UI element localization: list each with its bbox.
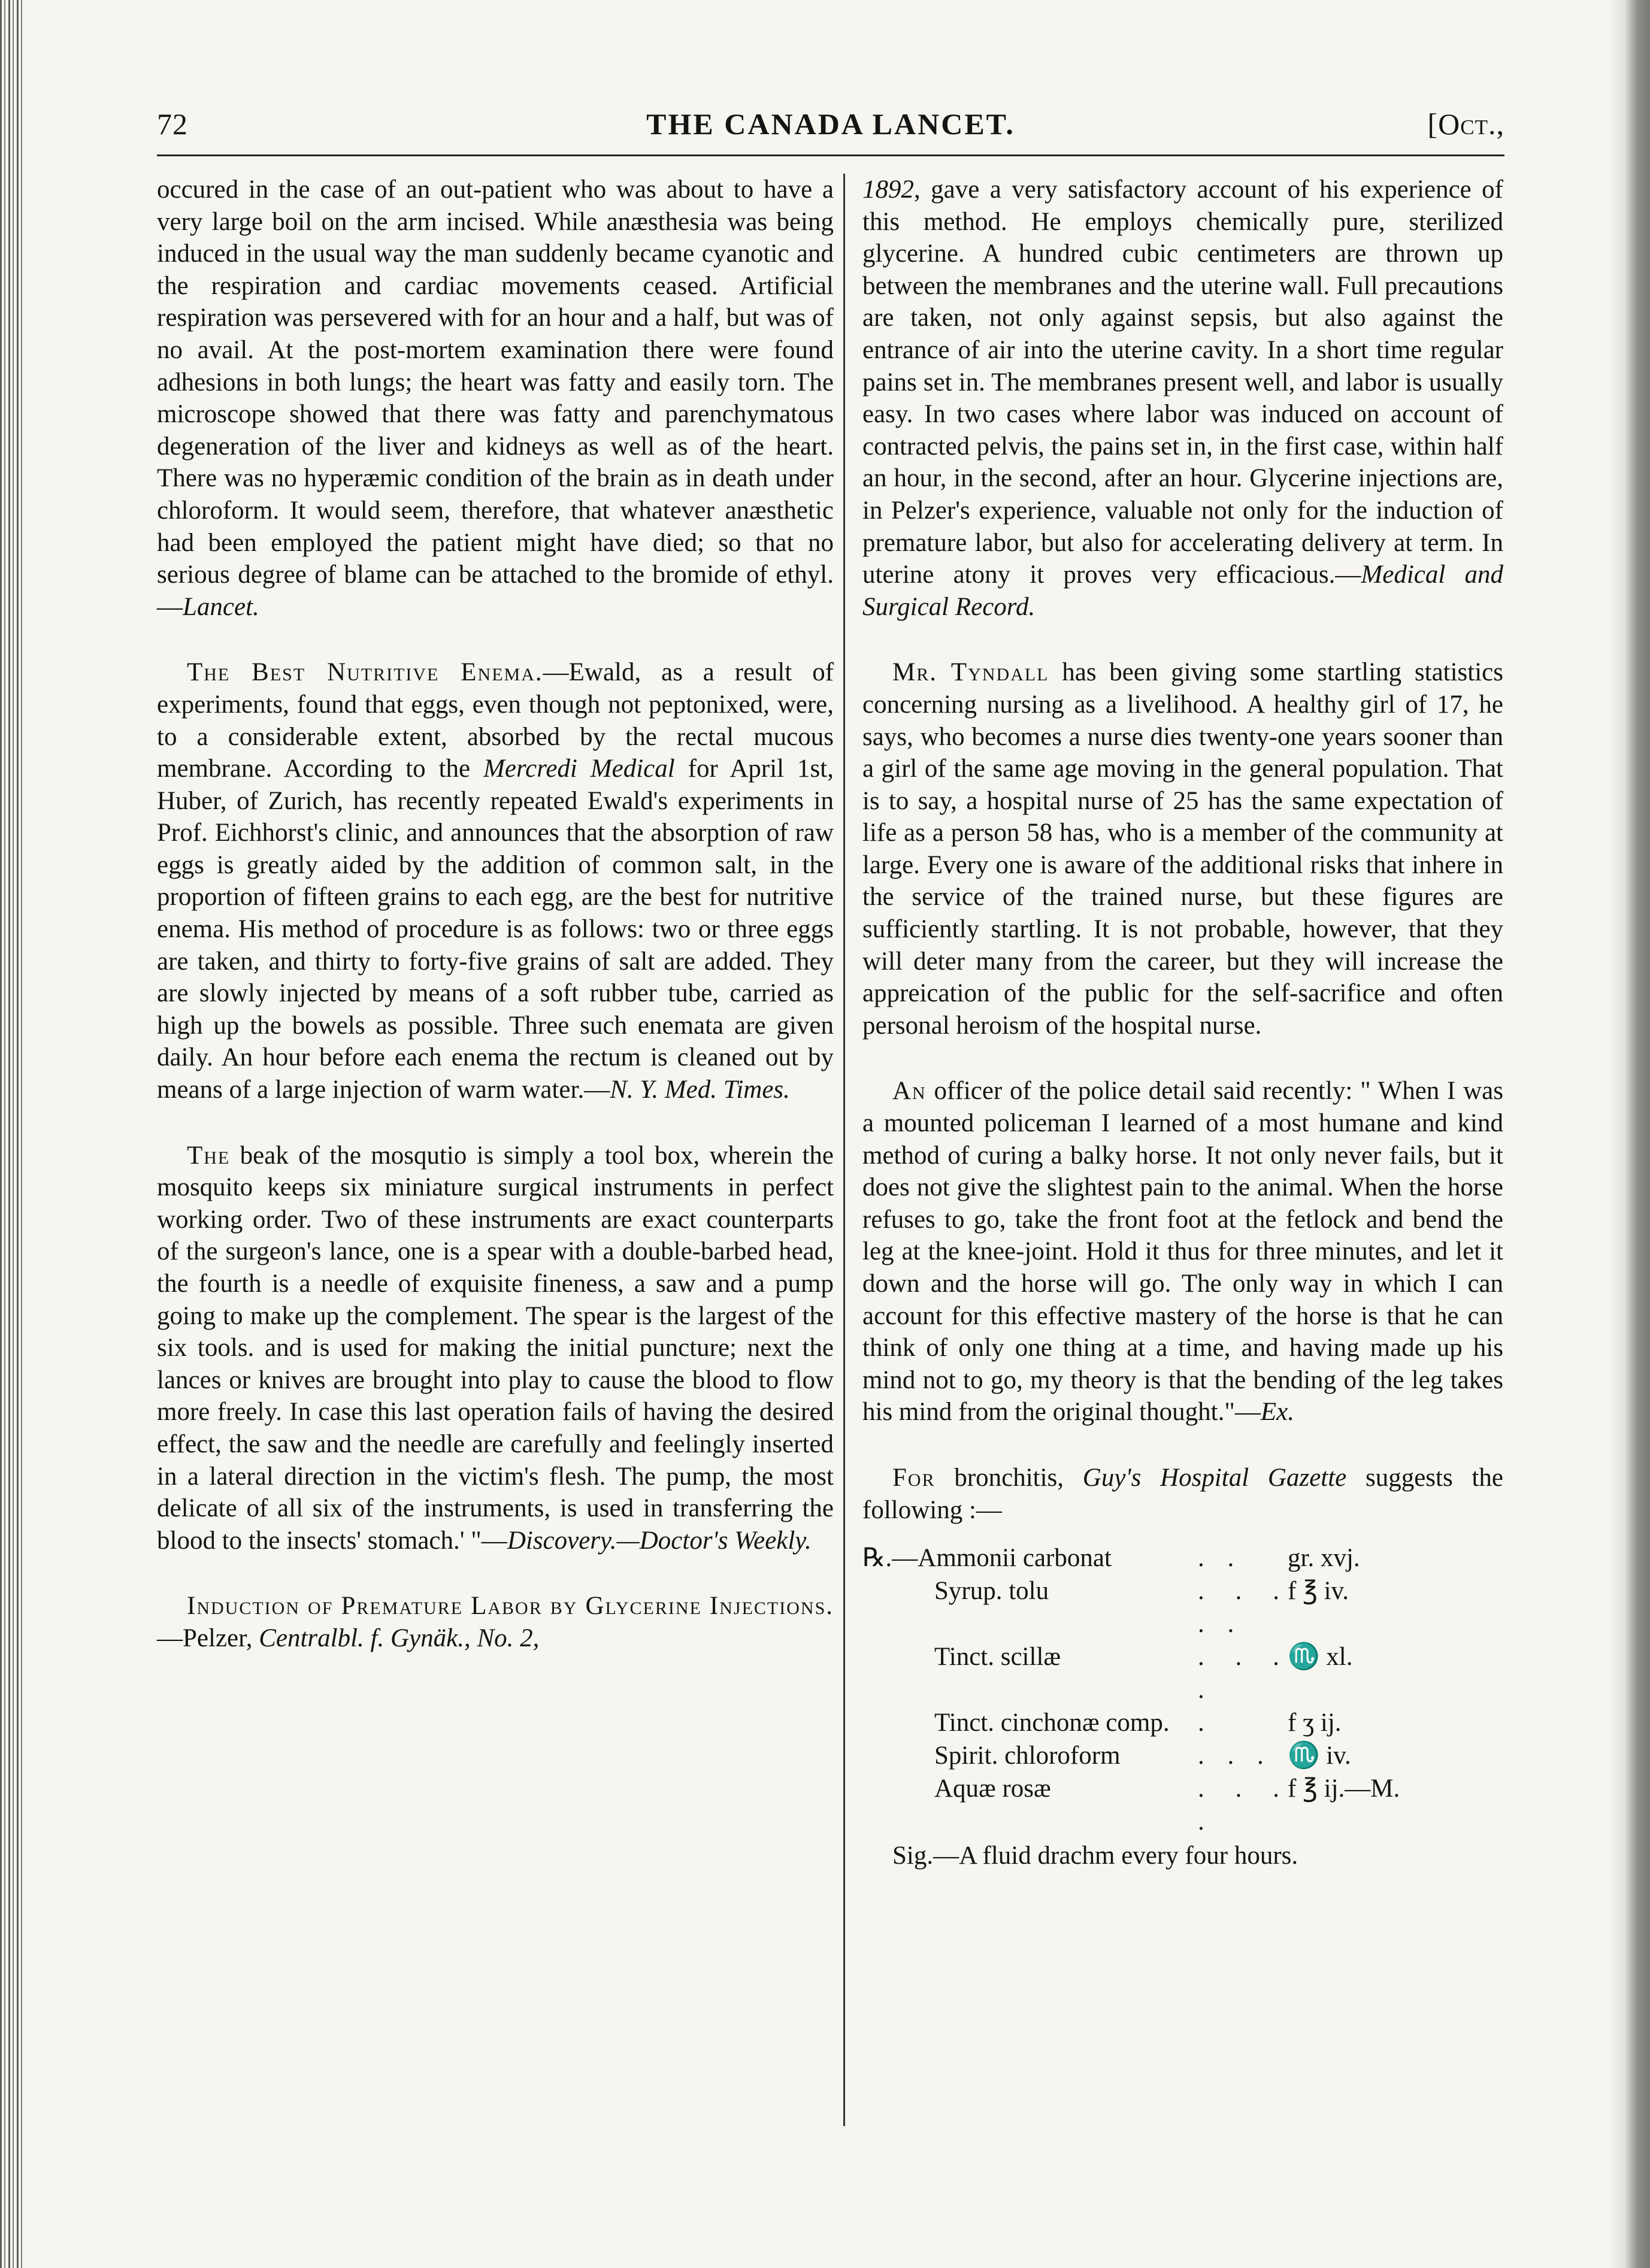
lead-word: The [187, 1141, 231, 1170]
running-header [157, 107, 1504, 155]
column-divider [843, 174, 845, 2126]
prescription-sig: Sig.—A fluid drachm every four hours. [892, 1842, 1298, 1870]
article-nutritive-enema: The Best Nutritive Enema.—Ewald, as a result of experiments, found that eggs, even though not peptonixed, were, to a considerable extent, absorbed by the rectal mucous membrane. According to the Mercredi Medical for April 1st, Huber, of Zurich, has recently repeated Ewald's experiments in Prof. Eichhorst's clinic, and announces that the absorption of raw eggs is greatly aided by the addition of common salt, in the proportion of fifteen grains to each egg, are the best for nutritive enema. His method of procedure is as follows: two or three eggs are taken, and thirty to forty-five grains of salt are added. They are slowly injected by means of a soft rubber tube, carried as high up the bowels as possible. Three such enemata are given daily. An hour before each enema the rectum is cleaned out by means of a large injection of warm water.—N. Y. Med. Times. [157, 658, 834, 1104]
left-column [157, 174, 834, 1655]
scan-left-edge [0, 0, 23, 2268]
citation: Centralbl. f. Gynäk., No. 2, [259, 1624, 540, 1652]
prescription [862, 1542, 1503, 1872]
right-column [862, 174, 1503, 1872]
prescription-row: Tinct. scillæ . . . . ♏ xl. [934, 1643, 1353, 1704]
header-rule [157, 155, 1504, 156]
issue-month: [Oct., [1427, 107, 1504, 141]
article-chloroform-death: occured in the case of an out-patient who was about to have a very large boil on the arm incised. While anæsthesia was being induced in the usual way the man suddenly became cyanotic and the respiration and cardiac movements ceased. Artificial respiration was persevered with for an hour and a half, but was of no avail. At the post-mortem examination there were found adhesions in both lungs; the heart was fatty and easily torn. The microscope showed that there was fatty and parenchymatous degeneration of the liver and kidneys as well as of the heart. There was no hyperæmic condition of the brain as in death under chloroform. It would seem, therefore, that whatever anæsthetic had been employed the patient might have died; so that no serious degree of blame can be attached to the bromide of ethyl.—Lancet. [157, 175, 834, 621]
article-heading: The Best Nutritive Enema. [187, 658, 543, 687]
article-bronchitis: For bronchitis, Guy's Hospital Gazette suggests the following :— [862, 1463, 1503, 1524]
journal-name: Guy's Hospital Gazette [1082, 1463, 1347, 1492]
article-source: Lancet. [183, 592, 259, 621]
citation-year: 1892 [862, 175, 914, 204]
scan-right-edge [1608, 0, 1650, 2268]
journal-name: Mercredi Medical [483, 755, 675, 783]
prescription-row: Tinct. cinchonæ comp. . f ʒ ij. [934, 1709, 1342, 1737]
article-source: N. Y. Med. Times. [610, 1076, 790, 1104]
article-balky-horse: An officer of the police detail said recently: " When I was a mounted policeman I learned of a most humane and kind method of curing a balky horse. It not only never fails, but it does not give the slightest pain to the animal. When the horse refuses to go, take the front foot at the fetlock and bend the leg at the knee-joint. Hold it thus for three minutes, and let it down and the horse will go. The only way in which I can account for this effective mastery of the horse is that he can think of only one thing at a time, and having made up his mind not to go, my theory is that the bending of the leg takes his mind from the original thought."—Ex. [862, 1077, 1503, 1427]
journal-title: THE CANADA LANCET. [646, 107, 1015, 141]
article-glycerine-start: Induction of Premature Labor by Glycerine Injections.—Pelzer, Centralbl. f. Gynäk., No. 2, [157, 1592, 834, 1652]
prescription-row: Syrup. tolu . . . . . f ℥ iv. [934, 1577, 1349, 1639]
lead-word: For [892, 1463, 935, 1492]
article-tyndall: Mr. Tyndall has been giving some startling statistics concerning nursing as a livelihood. A healthy girl of 17, he says, who becomes a nurse dies twenty-one years sooner than a girl of the same age moving in the general population. That is to say, a hospital nurse of 25 has the same expectation of life as a person 58 has, who is a member of the community at large. Every one is aware of the additional risks that inhere in the service of the trained nurse, but these figures are sufficiently startling. It is not probable, however, that they will deter many from the career, but they will increase the appreication of the public for the self-sacrifice and often personal heroism of the hospital nurse. [862, 658, 1503, 1040]
article-source: Ex. [1260, 1398, 1294, 1427]
article-source: Discovery.—Doctor's Weekly. [507, 1526, 812, 1555]
page-number: 72 [157, 107, 188, 141]
article-source: Medical and Surgical Record. [862, 561, 1504, 621]
lead-word: An [892, 1077, 927, 1106]
prescription-row: Aquæ rosæ . . . . f ℥ ij.—M. [934, 1775, 1400, 1836]
article-glycerine-continued: 1892, gave a very satisfactory account of his experience of this method. He employs chemically pure, sterilized glycerine. A hundred cubic centimeters are thrown up between the membranes and the uterine wall. Full precautions are taken, not only against sepsis, but also against the entrance of air into the uterine cavity. In a short time regular pains set in. The membranes present well, and labor is usually easy. In two cases where labor was induced on account of contracted pelvis, the pains set in, in the first case, within half an hour, in the second, after an hour. Glycerine injections are, in Pelzer's experience, valuable not only for the induction of premature labor, but also for accelerating delivery at term. In uterine atony it proves very efficacious.—Medical and Surgical Record. [862, 175, 1504, 621]
article-mosquito: The beak of the mosqutio is simply a tool box, wherein the mosquito keeps six miniature surgical instruments in perfect working order. Two of these instruments are exact counterparts of the surgeon's lance, one is a spear with a double-barbed head, the fourth is a needle of exquisite fineness, a saw and a pump going to make up the complement. The spear is the largest of the six tools. and is used for making the initial puncture; next the lances or knives are brought into play to cause the blood to flow more freely. In case this last operation fails of having the desired effect, the saw and the needle are carefully and feelingly inserted in a lateral direction in the victim's flesh. The pump, the most delicate of all six of the instruments, is used in transferring the blood to the insects' stomach.' "—Discovery.—Doctor's Weekly. [157, 1141, 834, 1555]
article-heading: Induction of Premature Labor by Glycerine Injections. [187, 1592, 834, 1621]
prescription-row: Spirit. chloroform . . . ♏ iv. [934, 1742, 1351, 1770]
lead-word: Mr. Tyndall [892, 658, 1049, 687]
prescription-row: ℞.—Ammonii carbonat . . gr. xvj. [862, 1544, 1360, 1573]
